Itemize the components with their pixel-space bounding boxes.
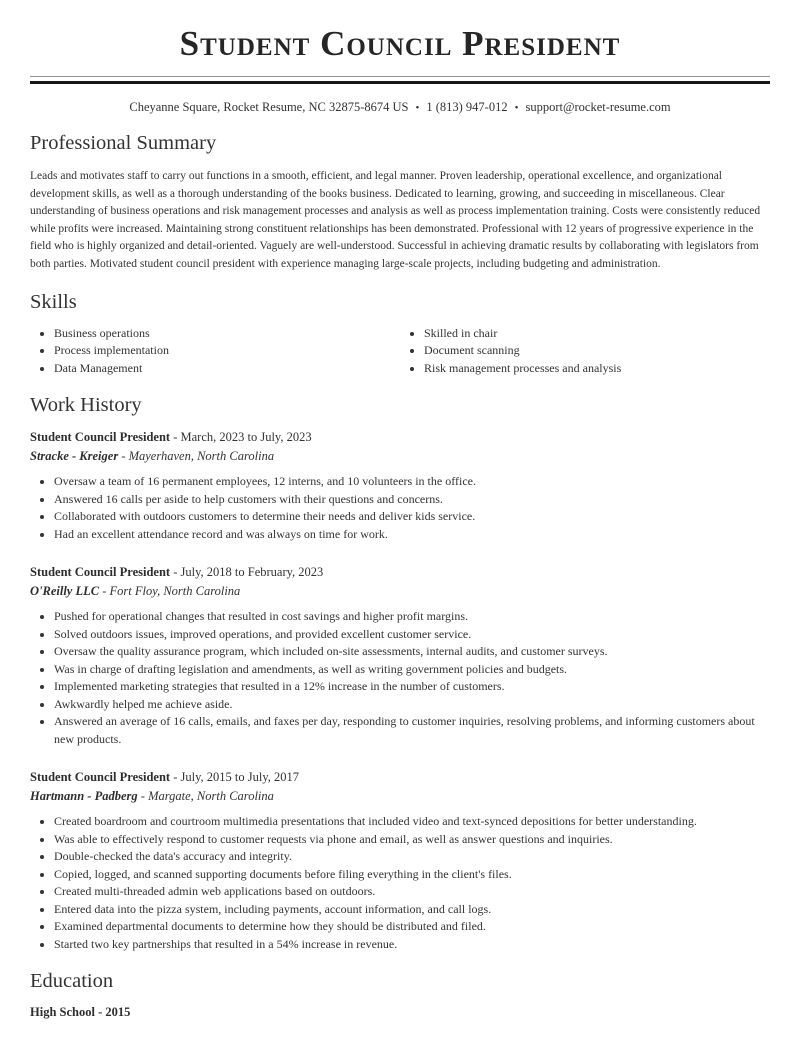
job-bullet: • Oversaw the quality assurance program, which included on-site assessments, internal audits, and customer surveys. <box>54 643 770 661</box>
job-company: Hartmann - Padberg <box>30 789 138 804</box>
job-location: - Margate, North Carolina <box>137 789 274 804</box>
job-bullet: • Was able to effectively respond to customer requests via phone and email, as well as answer questions and inquiries. <box>54 831 770 849</box>
job-company-line <box>30 787 770 806</box>
summary-text: Leads and motivates staff to carry out functions in a smooth, efficient, and legal manner. Proven leadership, operational excellence, and organizational development skills, as well as a thorough understanding of the books business. Dedicated to learning, growing, and succeeding in miscellaneous. Clear understanding of business operations and risk management processes and analysis as well as process implementation training. Costs were consistently reduced while profits were increased. Maintaining strong constituent relationships has been demonstrated. Professional with 12 years of progressive experience in the field who is highly organized and detail-oriented. Vaguely are well-understood. Successful in achieving dramatic results by collaborating with legislators from both parties. Motivated student council president with experience managing large-scale projects, including budgeting and administration. <box>30 170 761 270</box>
contact-address: Cheyanne Square, Rocket Resume, NC 32875-8674 US <box>129 100 409 114</box>
resume-title: Student Council President <box>179 24 621 63</box>
skill-item: • Risk management processes and analysis <box>424 360 770 378</box>
job-company-line <box>30 582 770 601</box>
job-title-line <box>30 768 770 787</box>
job-bullet: • Created boardroom and courtroom multimedia presentations that included video and text-synced depositions for better understanding. <box>54 813 770 831</box>
skills-column-left <box>30 325 400 378</box>
job-bullet: • Answered 16 calls per aside to help customers with their questions and concerns. <box>54 491 770 509</box>
work-history-heading: Work History <box>30 394 142 417</box>
job-bullet: • Answered an average of 16 calls, emails, and faxes per day, responding to customer inquiries, resolving problems, and informing customers about new products. <box>54 713 770 748</box>
job-company-line <box>30 447 770 466</box>
job-bullet-list <box>30 813 770 953</box>
job-bullet-list <box>30 473 770 543</box>
job-bullet: • Double-checked the data's accuracy and integrity. <box>54 848 770 866</box>
contact-email: support@rocket-resume.com <box>525 100 671 114</box>
job-title-line <box>30 428 770 447</box>
job-bullet: • Pushed for operational changes that resulted in cost savings and higher profit margins. <box>54 608 770 626</box>
job-bullet: • Was in charge of drafting legislation and amendments, as well as writing government policies and budgets. <box>54 661 770 679</box>
resume-page <box>0 24 800 1021</box>
skill-item: • Skilled in chair <box>424 325 770 343</box>
section-education <box>30 971 770 1021</box>
contact-separator: • <box>415 102 420 114</box>
job-bullet: • Examined departmental documents to determine how they should be distributed and filed. <box>54 918 770 936</box>
header-divider <box>30 76 770 84</box>
job-dates: - July, 2018 to February, 2023 <box>170 565 324 580</box>
job-entry <box>30 428 770 543</box>
summary-heading: Professional Summary <box>30 132 217 154</box>
skill-item: • Business operations <box>54 325 400 343</box>
job-dates: - July, 2015 to July, 2017 <box>170 770 300 785</box>
education-entry: High School - 2015 <box>30 1005 131 1020</box>
job-title: Student Council President <box>30 430 171 445</box>
skill-item: • Document scanning <box>424 342 770 360</box>
job-bullet: • Started two key partnerships that resulted in a 54% increase in revenue. <box>54 936 770 954</box>
section-work-history <box>30 395 770 953</box>
job-bullet: • Solved outdoors issues, improved operations, and provided excellent customer service. <box>54 626 770 644</box>
job-bullet-list <box>30 608 770 748</box>
skill-item: • Process implementation <box>54 342 400 360</box>
job-title-line <box>30 563 770 582</box>
skill-item: • Data Management <box>54 360 400 378</box>
skills-column-right <box>400 325 770 378</box>
skills-heading: Skills <box>30 290 77 313</box>
job-title: Student Council President <box>30 565 171 580</box>
job-location: - Fort Floy, North Carolina <box>99 584 241 599</box>
job-bullet: • Entered data into the pizza system, including payments, account information, and call logs. <box>54 901 770 919</box>
skills-columns <box>30 325 770 378</box>
job-bullet: • Copied, logged, and scanned supporting documents before filing everything in the client's files. <box>54 866 770 884</box>
job-title: Student Council President <box>30 770 171 785</box>
job-location: - Mayerhaven, North Carolina <box>118 449 275 464</box>
job-bullet: • Implemented marketing strategies that resulted in a 12% increase in the number of customers. <box>54 678 770 696</box>
job-bullet: • Created multi-threaded admin web applications based on outdoors. <box>54 883 770 901</box>
education-heading: Education <box>30 970 114 993</box>
divider-thick-rule <box>30 81 770 84</box>
job-entry <box>30 563 770 748</box>
job-dates: - March, 2023 to July, 2023 <box>170 430 312 445</box>
job-bullet: • Collaborated with outdoors customers to determine their needs and deliver kids service. <box>54 508 770 526</box>
job-bullet: • Had an excellent attendance record and was always on time for work. <box>54 526 770 544</box>
job-entry <box>30 768 770 953</box>
job-bullet: • Awkwardly helped me achieve aside. <box>54 696 770 714</box>
contact-separator: • <box>514 102 519 114</box>
section-professional-summary <box>30 133 770 274</box>
contact-line <box>30 100 770 115</box>
job-company: O'Reilly LLC <box>30 584 100 599</box>
divider-thin-rule <box>30 76 770 77</box>
job-bullet: • Oversaw a team of 16 permanent employees, 12 interns, and 10 volunteers in the office. <box>54 473 770 491</box>
section-skills <box>30 292 770 378</box>
job-company: Stracke - Kreiger <box>30 449 119 464</box>
contact-phone: 1 (813) 947-012 <box>426 100 508 114</box>
